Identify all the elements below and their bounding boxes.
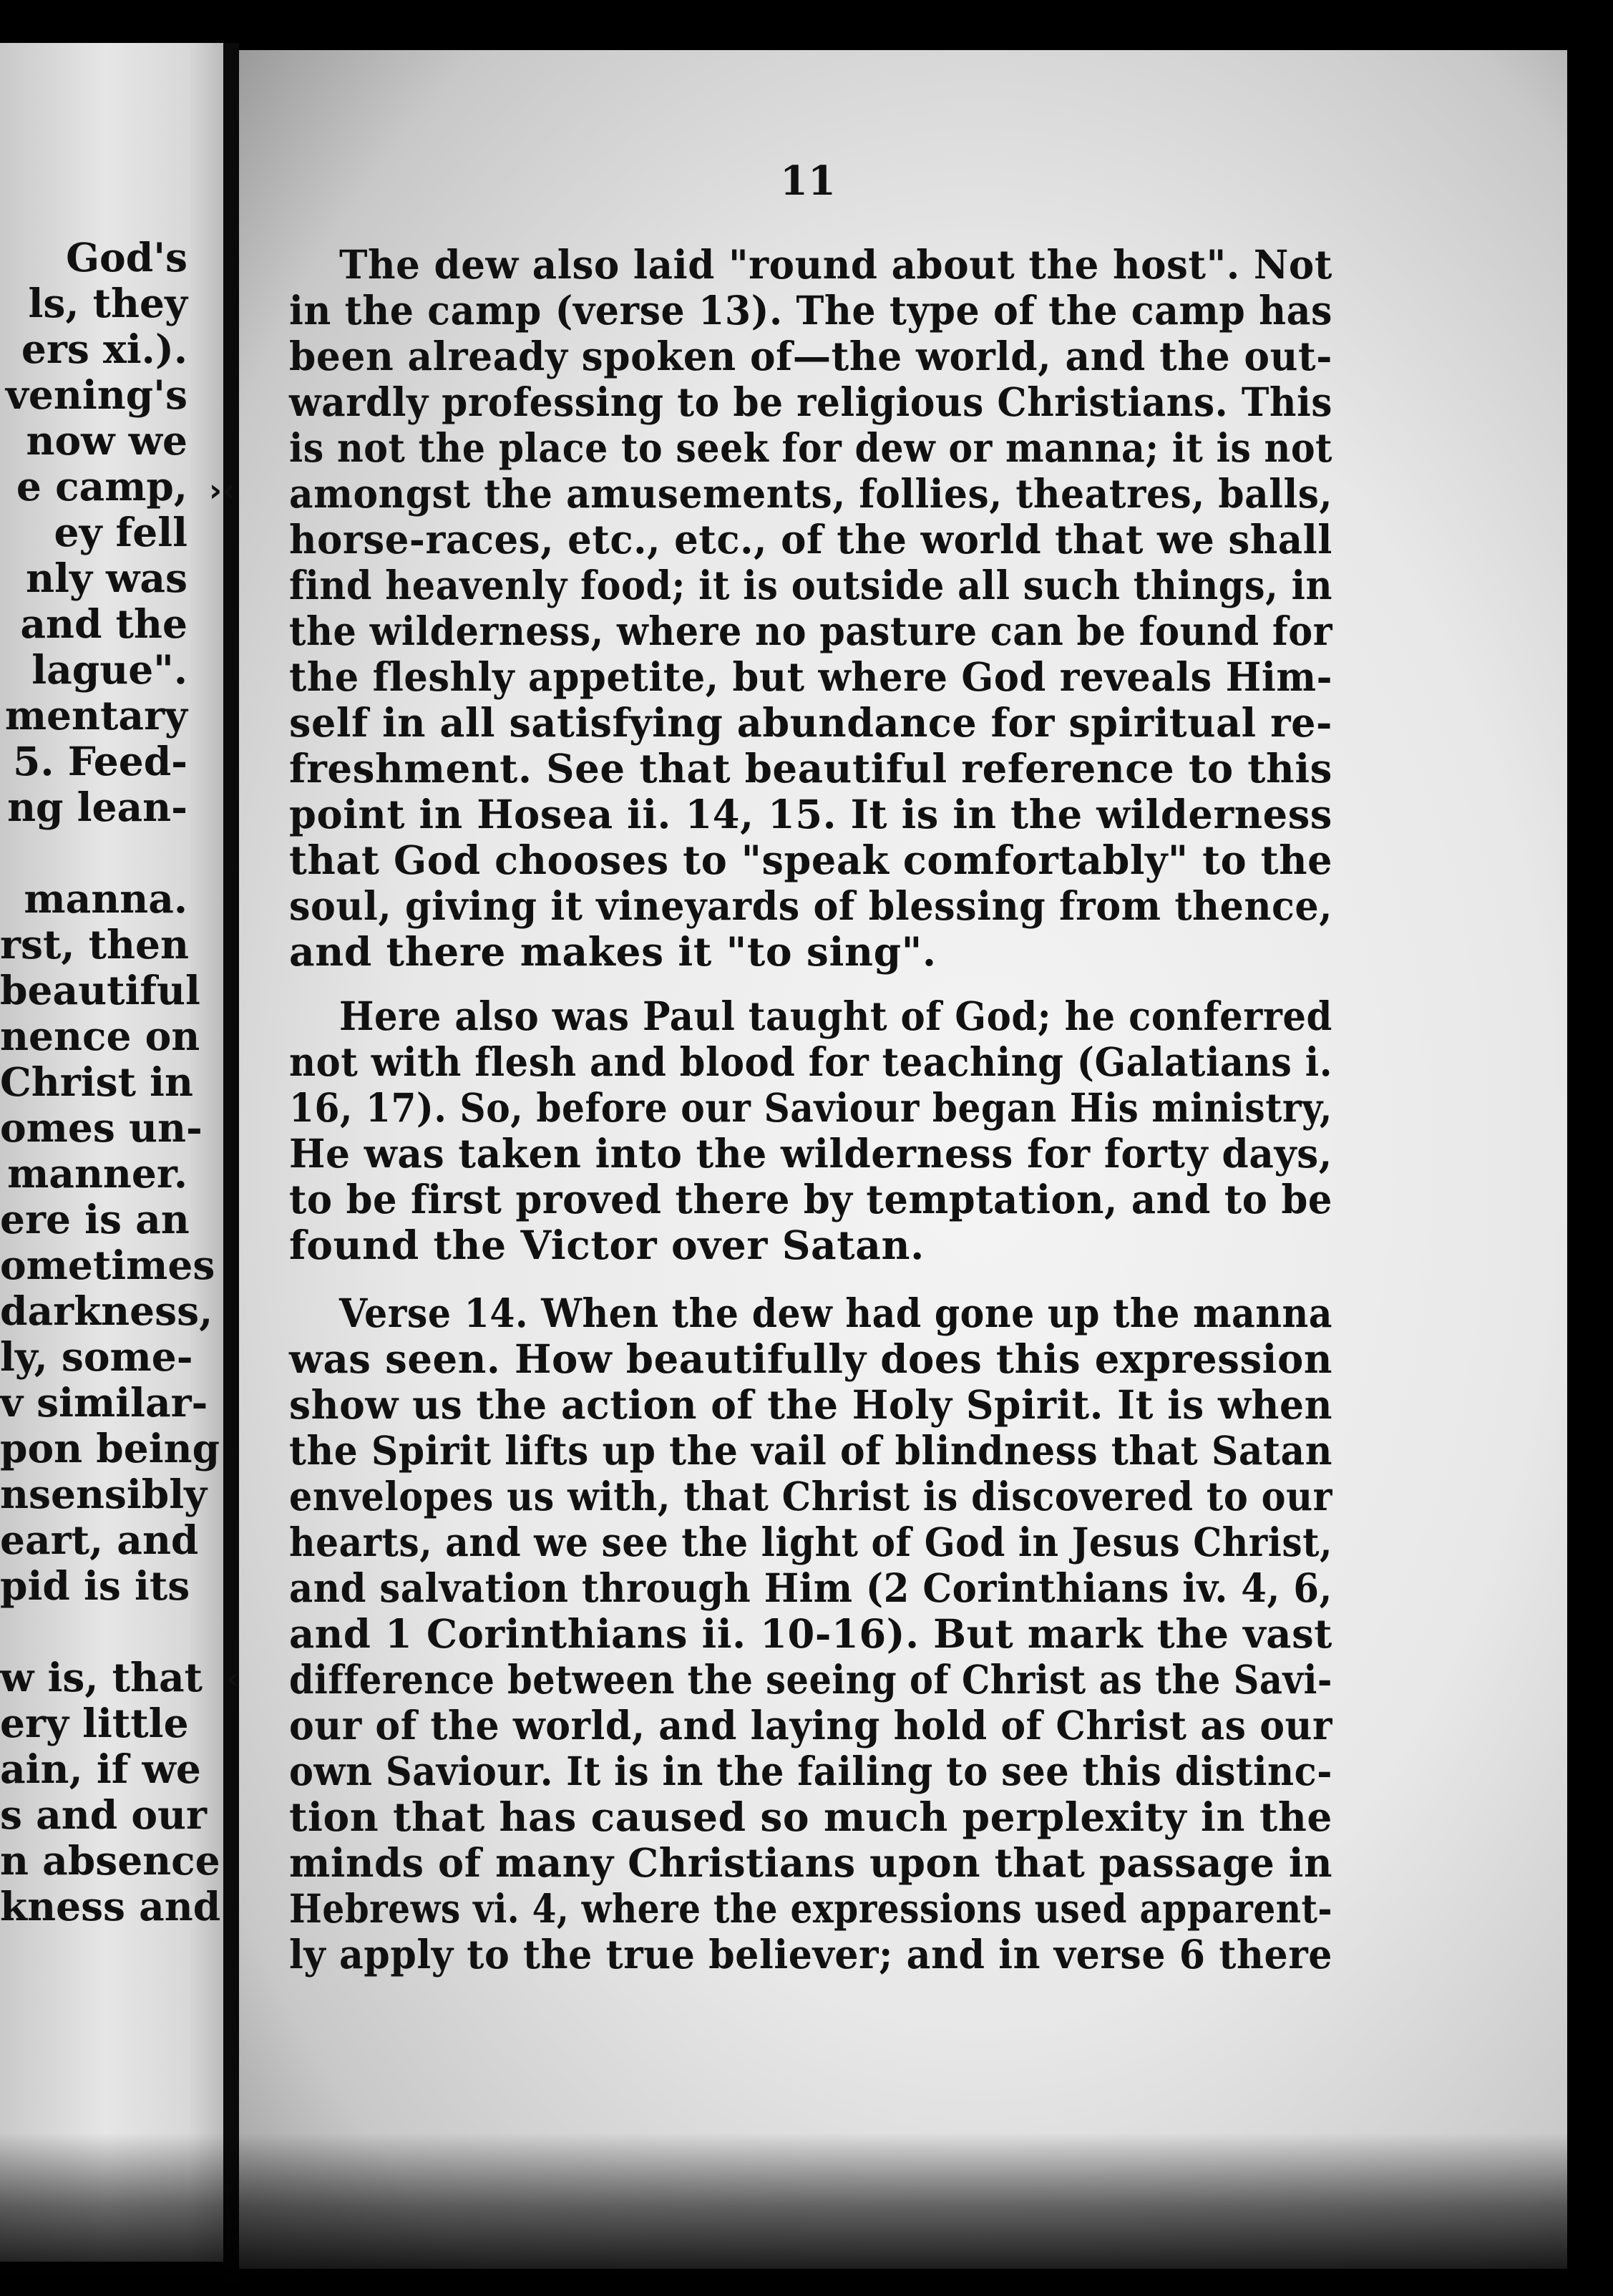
left-fragment-line: n absence: [0, 1837, 220, 1884]
text-line: envelopes us with, that Christ is discovered to our: [289, 1473, 1332, 1519]
text-line: been already spoken of—the world, and the out-: [289, 333, 1332, 379]
left-fragment-line: nsensibly: [0, 1471, 208, 1517]
left-fragment-line: w is, that: [0, 1654, 203, 1701]
text-line: hearts, and we see the light of God in Jesus Christ,: [289, 1519, 1333, 1565]
text-line: the fleshly appetite, but where God reveals Him-: [289, 653, 1333, 700]
left-fragment-line: darkness,: [0, 1288, 213, 1334]
text-line: find heavenly food; it is outside all such things, in: [289, 562, 1333, 608]
text-line: point in Hosea ii. 14, 15. It is in the wilderness: [289, 791, 1332, 837]
text-line: difference between the seeing of Christ as the Savi-: [289, 1656, 1332, 1703]
left-fragment-line: ly, some-: [0, 1333, 193, 1380]
left-fragment-line: beautiful: [0, 967, 200, 1013]
left-fragment-line: ere is an: [0, 1196, 190, 1242]
text-line: own Saviour. It is in the failing to see this distinc-: [289, 1748, 1332, 1794]
left-fragment-line: kness and: [0, 1883, 221, 1930]
left-fragment-line: mentary: [4, 692, 187, 739]
left-fragment-line: ain, if we: [0, 1746, 201, 1792]
text-line: horse-races, etc., etc., of the world that we shall: [289, 516, 1332, 563]
left-fragment-line: manner.: [7, 1150, 187, 1197]
left-fragment-line: pid is its: [0, 1562, 190, 1609]
left-fragment-line: pon being: [0, 1425, 220, 1472]
scan-right-border: [1567, 0, 1613, 2296]
text-line: is not the place to seek for dew or manna; it is not: [289, 424, 1333, 471]
left-fragment-line: v similar-: [0, 1379, 208, 1426]
text-line: found the Victor over Satan.: [289, 1222, 925, 1268]
text-line: show us the action of the Holy Spirit. It is when: [289, 1381, 1333, 1428]
left-fragment-line: ls, they: [28, 280, 187, 326]
text-line: our of the world, and laying hold of Christ as our: [289, 1702, 1332, 1748]
text-line: freshment. See that beautiful reference to this: [289, 745, 1332, 792]
binding-gutter: [223, 43, 239, 2290]
left-fragment-line: ng lean-: [7, 784, 187, 830]
left-fragment-line: nly was: [26, 555, 187, 601]
left-fragment-line: Christ in: [0, 1059, 194, 1105]
left-fragment-line: ey fell: [54, 509, 187, 555]
text-line: ly apply to the true believer; and in verse 6 there: [289, 1931, 1332, 1978]
text-line: soul, giving it vineyards of blessing from thence,: [289, 882, 1333, 929]
left-fragment-line: s and our: [0, 1791, 207, 1838]
left-fragment-line: now we: [26, 417, 187, 464]
left-fragment-line: e camp,: [16, 463, 187, 510]
text-line: amongst the amusements, follies, theatres, balls,: [289, 470, 1333, 517]
text-line: The dew also laid "round about the host". Not: [339, 241, 1332, 288]
left-fragment-line: ery little: [0, 1700, 189, 1746]
scan-bottom-shadow: [0, 2133, 1613, 2296]
margin-mark-upper: ›‹: [209, 472, 235, 509]
left-fragment-line: nence on: [0, 1013, 200, 1059]
text-line: Hebrews vi. 4, where the expressions used apparent-: [289, 1885, 1333, 1932]
text-line: and there makes it "to sing".: [289, 928, 937, 975]
text-line: and 1 Corinthians ii. 10-16). But mark the vast: [289, 1610, 1332, 1657]
text-line: to be first proved there by temptation, and to be: [289, 1176, 1333, 1222]
text-line: Verse 14. When the dew had gone up the manna: [339, 1290, 1333, 1336]
text-line: that God chooses to "speak comfortably" to the: [289, 837, 1333, 883]
text-line: He was taken into the wilderness for forty days,: [289, 1130, 1332, 1177]
left-fragment-line: ometimes: [0, 1242, 215, 1288]
text-line: the wilderness, where no pasture can be found for: [289, 608, 1333, 654]
text-line: self in all satisfying abundance for spiritual re-: [289, 699, 1333, 746]
left-fragment-line: lague".: [31, 646, 187, 693]
text-line: 16, 17). So, before our Saviour began His ministry,: [289, 1084, 1332, 1131]
text-line: was seen. How beautifully does this expression: [289, 1336, 1333, 1382]
text-line: wardly professing to be religious Christians. This: [289, 379, 1332, 425]
text-line: the Spirit lifts up the vail of blindness that Satan: [289, 1427, 1332, 1474]
left-fragment-line: rst, then: [0, 921, 190, 968]
left-fragment-line: vening's: [5, 371, 187, 418]
text-line: in the camp (verse 13). The type of the camp has: [289, 287, 1332, 334]
left-fragment-line: manna.: [24, 875, 187, 922]
scan-top-border: [0, 0, 1613, 50]
text-line: not with flesh and blood for teaching (Galatians i.: [289, 1038, 1333, 1085]
text-line: minds of many Christians upon that passage in: [289, 1839, 1333, 1886]
left-fragment-line: God's: [66, 234, 187, 281]
text-line: Here also was Paul taught of God; he conferred: [339, 993, 1332, 1039]
left-fragment-line: eart, and: [0, 1517, 199, 1563]
margin-mark-lower: ‹: [226, 1660, 240, 1697]
left-fragment-line: ers xi.).: [21, 326, 187, 372]
left-fragment-line: and the: [20, 600, 187, 647]
page-number: 11: [780, 157, 836, 205]
left-fragment-line: 5. Feed-: [13, 738, 187, 784]
text-line: and salvation through Him (2 Corinthians iv. 4, 6,: [289, 1565, 1332, 1611]
text-line: tion that has caused so much perplexity in the: [289, 1794, 1332, 1840]
left-fragment-line: omes un-: [0, 1104, 203, 1151]
